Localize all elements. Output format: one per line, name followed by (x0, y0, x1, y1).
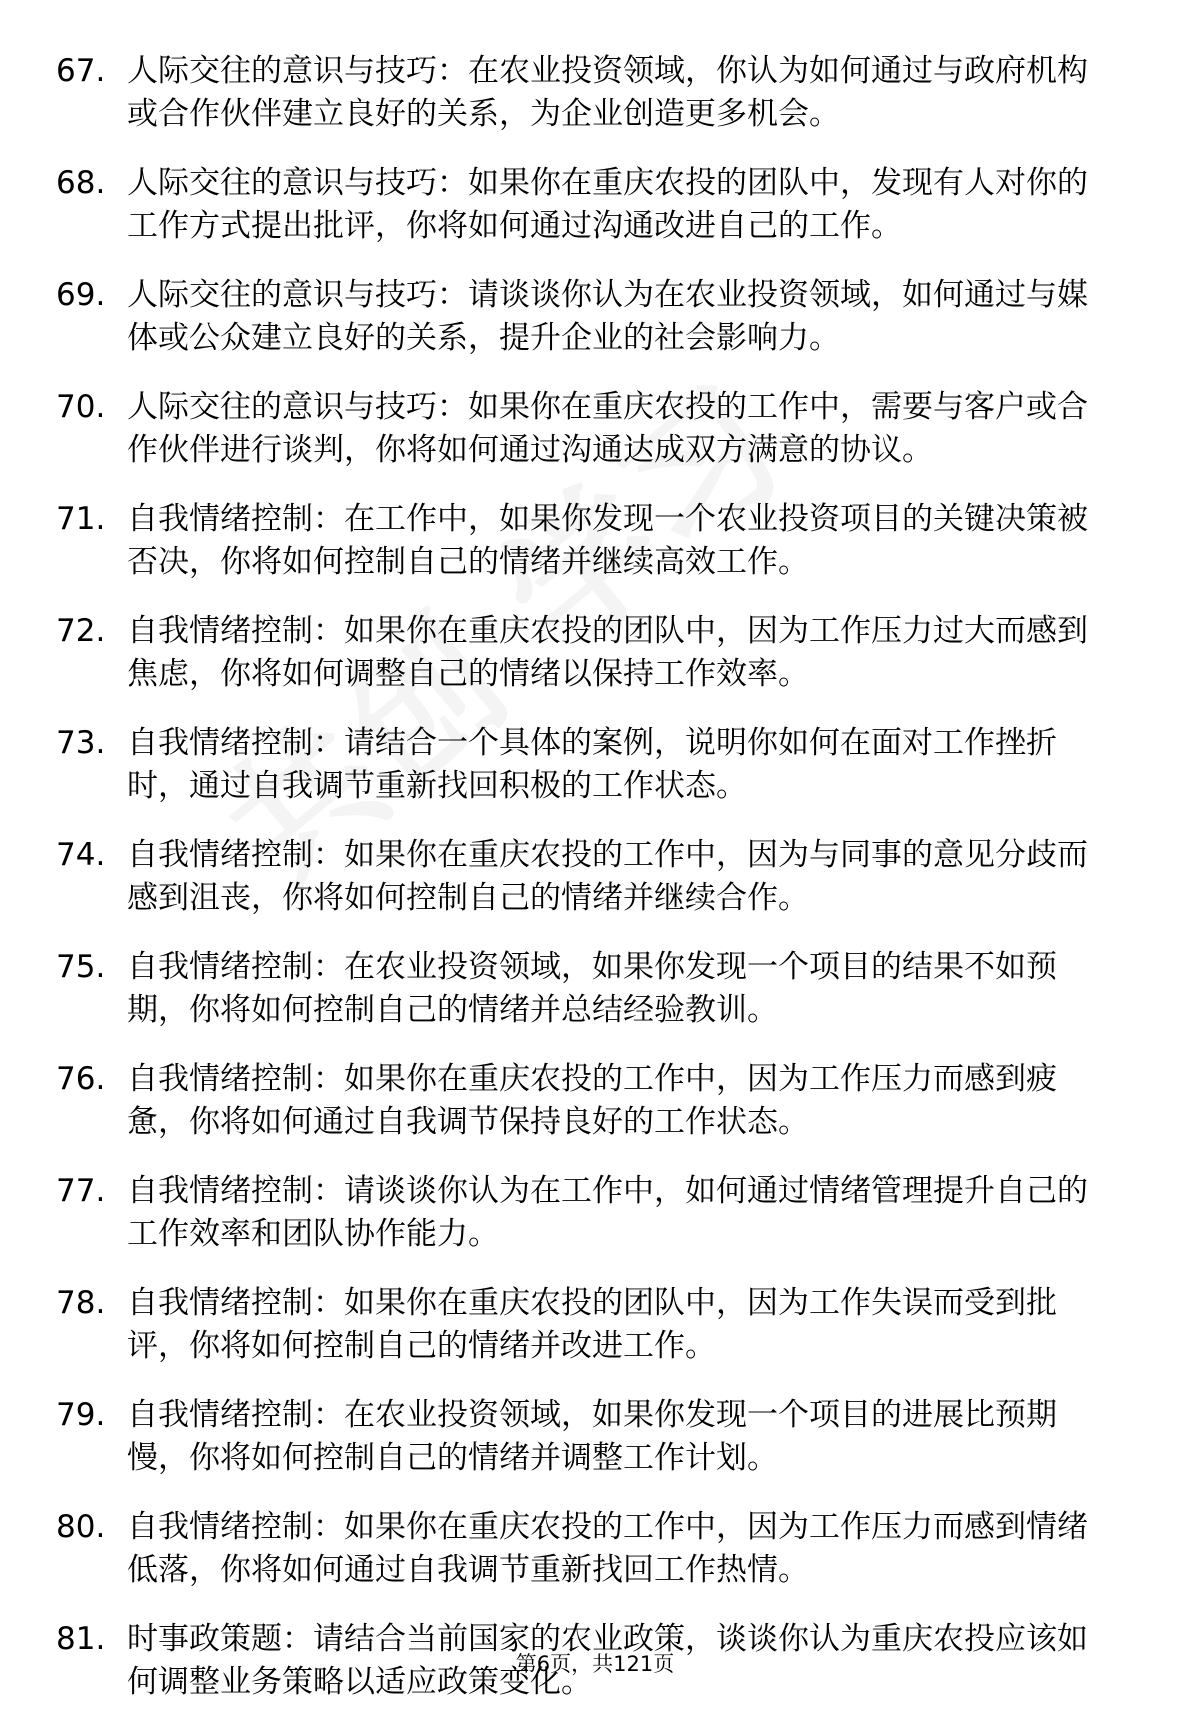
question-list (0, 50, 1190, 1730)
question-item (0, 1058, 1190, 1144)
page-footer: 第6页，共121页 (515, 1652, 675, 1676)
question-number: 81. (56, 1621, 106, 1657)
question-number: 67. (56, 53, 106, 89)
question-item (0, 386, 1190, 472)
question-text: 时事政策题：请结合当前国家的农业政策，谈谈你认为重庆农投应该如何调整业务策略以适应政策变化。 (127, 1621, 1088, 1700)
question-number: 74. (56, 837, 106, 873)
question-text: 自我情绪控制：如果你在重庆农投的工作中，因为工作压力而感到情绪低落，你将如何通过自我调节重新找回工作热情。 (127, 1509, 1088, 1588)
question-text: 人际交往的意识与技巧：在农业投资领域，你认为如何通过与政府机构或合作伙伴建立良好的关系，为企业创造更多机会。 (127, 53, 1088, 132)
question-item (0, 1170, 1190, 1256)
question-text: 自我情绪控制：请结合一个具体的案例，说明你如何在面对工作挫折时，通过自我调节重新找回积极的工作状态。 (127, 725, 1057, 804)
question-number: 73. (56, 725, 106, 761)
question-item (0, 610, 1190, 696)
question-item (0, 498, 1190, 584)
question-item (0, 274, 1190, 360)
question-item (0, 50, 1190, 136)
question-number: 72. (56, 613, 106, 649)
question-text: 自我情绪控制：如果你在重庆农投的工作中，因为与同事的意见分歧而感到沮丧，你将如何控制自己的情绪并继续合作。 (127, 837, 1088, 916)
question-number: 76. (56, 1061, 106, 1097)
question-item (0, 946, 1190, 1032)
question-number: 75. (56, 949, 106, 985)
question-number: 69. (56, 277, 106, 313)
question-text: 自我情绪控制：在工作中，如果你发现一个农业投资项目的关键决策被否决，你将如何控制自己的情绪并继续高效工作。 (127, 501, 1088, 580)
question-text: 人际交往的意识与技巧：如果你在重庆农投的工作中，需要与客户或合作伙伴进行谈判，你将如何通过沟通达成双方满意的协议。 (127, 389, 1088, 468)
question-item (0, 1282, 1190, 1368)
question-number: 78. (56, 1285, 106, 1321)
question-number: 71. (56, 501, 106, 537)
question-text: 自我情绪控制：如果你在重庆农投的团队中，因为工作压力过大而感到焦虑，你将如何调整自己的情绪以保持工作效率。 (127, 613, 1088, 692)
question-text: 自我情绪控制：如果你在重庆农投的团队中，因为工作失误而受到批评，你将如何控制自己的情绪并改进工作。 (127, 1285, 1057, 1364)
question-item (0, 1394, 1190, 1480)
question-item (0, 722, 1190, 808)
question-item (0, 162, 1190, 248)
question-text: 人际交往的意识与技巧：如果你在重庆农投的团队中，发现有人对你的工作方式提出批评，你将如何通过沟通改进自己的工作。 (127, 165, 1088, 244)
question-text: 自我情绪控制：在农业投资领域，如果你发现一个项目的进展比预期慢，你将如何控制自己的情绪并调整工作计划。 (127, 1397, 1057, 1476)
question-text: 自我情绪控制：在农业投资领域，如果你发现一个项目的结果不如预期，你将如何控制自己的情绪并总结经验教训。 (127, 949, 1057, 1028)
question-text: 自我情绪控制：如果你在重庆农投的工作中，因为工作压力而感到疲惫，你将如何通过自我调节保持良好的工作状态。 (127, 1061, 1057, 1140)
question-text: 自我情绪控制：请谈谈你认为在工作中，如何通过情绪管理提升自己的工作效率和团队协作能力。 (127, 1173, 1088, 1252)
question-text: 人际交往的意识与技巧：请谈谈你认为在农业投资领域，如何通过与媒体或公众建立良好的关系，提升企业的社会影响力。 (127, 277, 1088, 356)
question-number: 80. (56, 1509, 106, 1545)
question-number: 77. (56, 1173, 106, 1209)
question-item (0, 1506, 1190, 1592)
question-number: 79. (56, 1397, 106, 1433)
question-number: 68. (56, 165, 106, 201)
question-number: 70. (56, 389, 106, 425)
question-item (0, 834, 1190, 920)
